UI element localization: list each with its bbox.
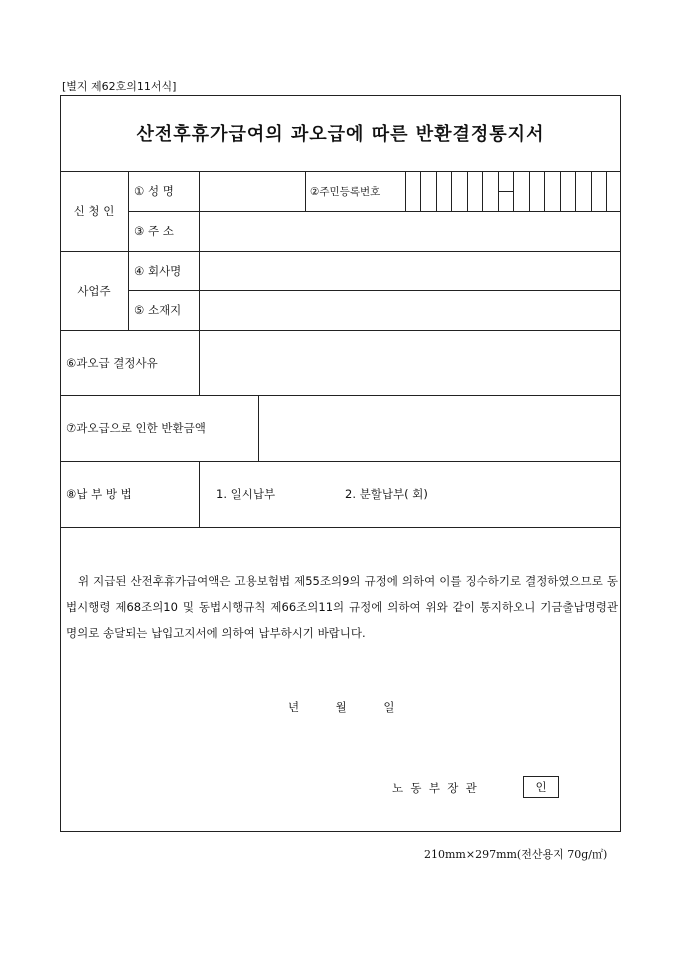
name-field[interactable] (200, 172, 304, 210)
company-field[interactable] (200, 252, 620, 289)
paper-spec: 210mm×297mm(전산용지 70g/㎡) (424, 848, 608, 861)
address-label: ③ 주 소 (134, 224, 174, 238)
divider (128, 171, 129, 330)
divider (305, 171, 306, 211)
company-label: ④ 회사명 (134, 263, 182, 278)
divider (199, 461, 200, 527)
date-line: 년 월 일 (288, 700, 395, 714)
applicant-section-label: 신 청 인 (73, 204, 115, 218)
seal-box: 인 (523, 776, 559, 798)
name-label: ① 성 명 (134, 184, 174, 198)
address-field[interactable] (200, 212, 620, 250)
form-title: 산전후휴가급여의 과오급에 따른 반환결정통지서 (136, 124, 545, 145)
resident-number-label: ②주민등록번호 (310, 185, 381, 198)
reason-label: ⑥과오급 결정사유 (66, 355, 158, 370)
payment-option-installment[interactable]: 2. 분할납부( 회) (345, 487, 428, 501)
reason-field[interactable] (200, 331, 620, 394)
divider (60, 527, 621, 528)
employer-section-label: 사업주 (77, 283, 111, 298)
payment-option-lump-sum[interactable]: 1. 일시납부 (216, 487, 276, 501)
notice-body: 위 지급된 산전후휴가급여액은 고용보험법 제55조의9의 규정에 의하여 이를 징수하기로 결정하였으므로 동법시행령 제68조의10 및 동법시행규칙 제66조의11의 규정에 의하여 위와 같이 통지하오니 기금출납명령관 명의로 송달되는 납입고지서에 의하여 납부하시기 바랍니다. (66, 574, 618, 640)
refund-amount-label: ⑦과오급으로 인한 반환금액 (66, 421, 206, 435)
location-label: ⑤ 소재지 (134, 303, 182, 317)
signer-title: 노 동 부 장 관 (392, 781, 477, 795)
location-field[interactable] (200, 291, 620, 329)
payment-method-label: ⑧납 부 방 법 (66, 487, 132, 501)
refund-amount-field[interactable] (259, 396, 620, 460)
form-number-caption: [별지 제62호의11서식] (62, 80, 177, 93)
